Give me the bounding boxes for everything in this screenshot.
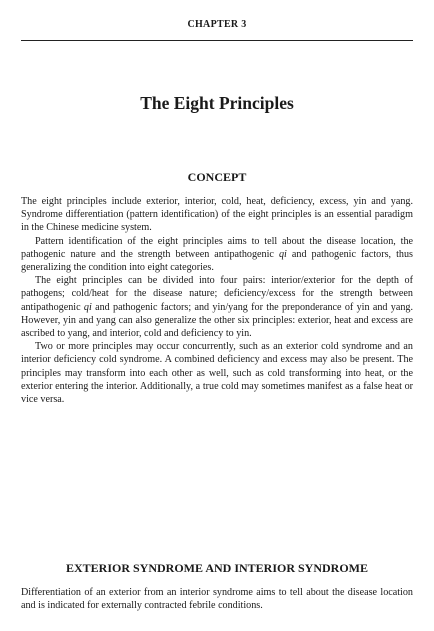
section-heading-exterior-interior: EXTERIOR SYNDROME AND INTERIOR SYNDROME bbox=[65, 561, 369, 575]
section-heading-concept: CONCEPT bbox=[187, 170, 247, 184]
concept-paragraph-4: Two or more principles may occur concurrently, such as an exterior cold syndrome and an interior deficiency cold syndrome. A combined deficiency and excess may also be present. The principles may transform into each other as well, such as cold transforming into heat, or the exterior entering the interior. Additionally, a true cold may sometimes manifest as a false heat or vice versa. bbox=[21, 341, 413, 406]
qi-term: qi bbox=[278, 248, 287, 260]
concept-paragraph-2 bbox=[21, 235, 413, 275]
qi-term: qi bbox=[83, 301, 92, 313]
concept-paragraph-2-text-a: Pattern identification of the eight principles aims to tell about the disease location, the pathogenic nature and the strength between antipathogenic bbox=[21, 235, 413, 260]
exterior-interior-paragraph-1: Differentiation of an exterior from an interior syndrome aims to tell about the disease location and is indicated for externally contracted febrile conditions. bbox=[21, 587, 413, 612]
concept-paragraph-3 bbox=[21, 274, 413, 340]
concept-paragraph-2-text-b: and pathogenic factors, thus generalizing the condition into eight categories. bbox=[21, 248, 413, 274]
chapter-title: The Eight Principles bbox=[140, 93, 294, 113]
exterior-interior-section-body bbox=[21, 586, 413, 612]
running-header: CHAPTER 3 bbox=[187, 19, 247, 30]
header-rule bbox=[21, 40, 413, 41]
concept-paragraph-3-text-b: and pathogenic factors; and yin/yang for the preponderance of yin and yang. However, yin and yang can also generalize the other six principles: exterior, heat and excess are ascribed to yang, and interior, cold and deficiency to yin. bbox=[21, 301, 413, 340]
concept-paragraph-3-text-a: The eight principles can be divided into four pairs: interior/exterior for the depth of pathogens; cold/heat for the disease nature; deficiency/excess for the strength between antipathogenic bbox=[21, 275, 413, 313]
concept-paragraph-1: The eight principles include exterior, interior, cold, heat, deficiency, excess, yin and yang. Syndrome differentiation (pattern identification) of the eight principles is an essential paradigm in the Chinese medicine system. bbox=[21, 196, 413, 234]
concept-section-body bbox=[21, 195, 413, 406]
